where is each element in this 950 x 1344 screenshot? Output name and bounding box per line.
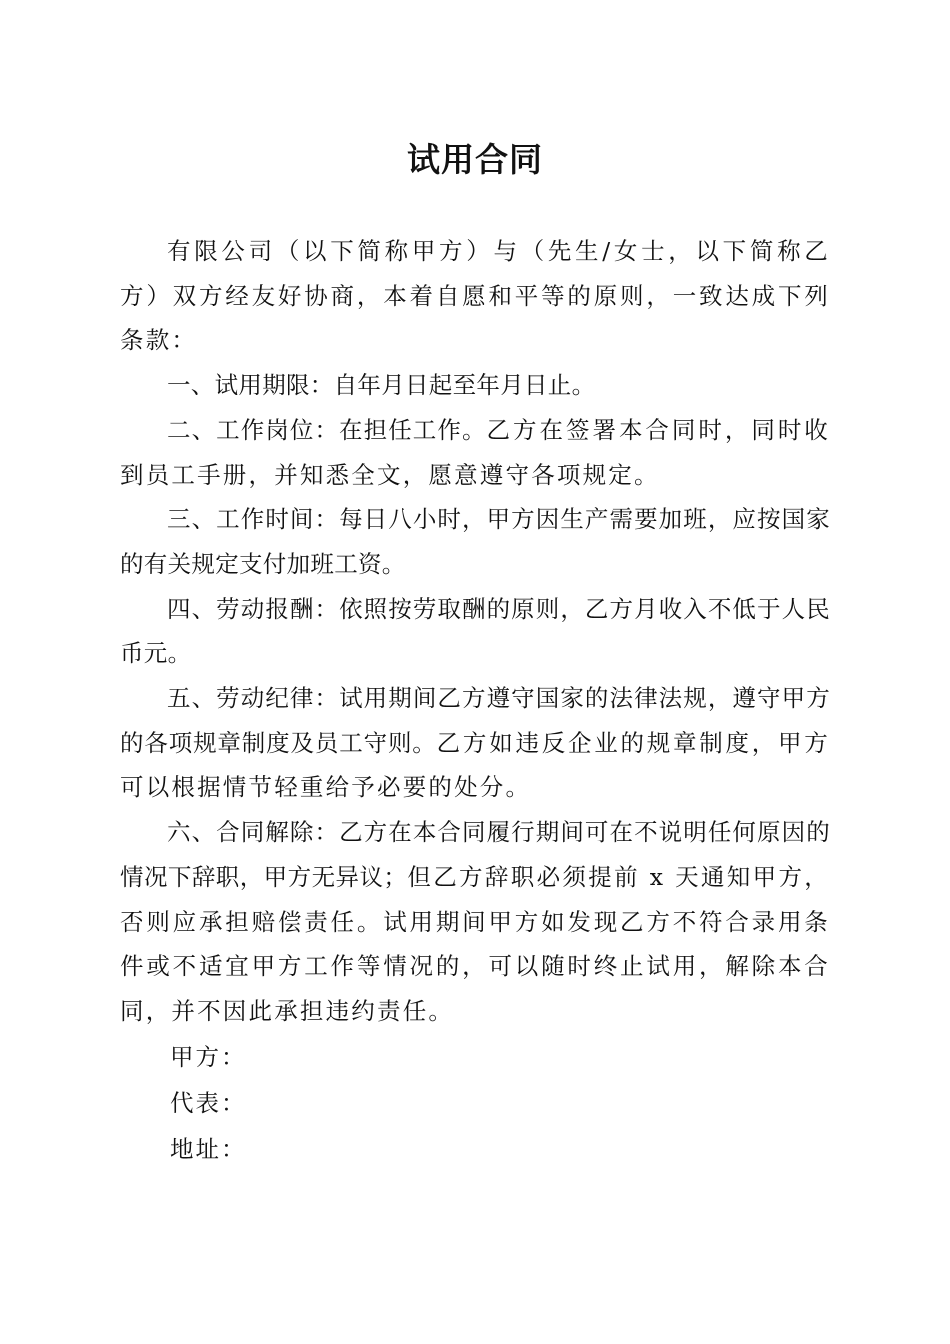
signature-address: 地址： <box>170 1134 247 1163</box>
clause-discipline <box>120 676 830 810</box>
clause-lead: 六、合同解除：乙方在本合同履行期间可在不说明任何原因的情况下辞职，甲方无异议； <box>120 818 830 891</box>
document-body <box>120 229 830 1172</box>
clause-position <box>120 408 830 497</box>
clause-rest: 但乙方辞职必须提前 x 天通知甲方，否则应承担赔偿责任。试用期间甲方如发现乙方不符合录用条件或不适宜甲方工作等情况的，可以随时终止试用，解除本合同，并不因此承担违约责任。 <box>120 862 830 1025</box>
clause-pay <box>120 587 830 676</box>
clause-lead: 五、劳动纪律：试用期间乙方遵守国家的法律法规，遵守甲方的各项规章制度及员工守则。 <box>120 684 830 757</box>
clause-rest: 乙方如违反企业的规章制度，甲方可以根据情节轻重给予必要的处分。 <box>120 728 830 802</box>
clause-termination <box>120 810 830 1034</box>
clause-lead: 三、工作时间：每日八小时，甲方因生产需要加班，应按国家的有关规定支付加班工资。 <box>120 505 830 578</box>
intro-paragraph: 有限公司（以下简称甲方）与（先生/女士，以下简称乙方）双方经友好协商，本着自愿和平等的原则，一致达成下列条款： <box>120 237 830 355</box>
document-title: 试用合同 <box>407 140 543 179</box>
signature-representative: 代表： <box>170 1088 247 1117</box>
clause-lead: 四、劳动报酬：依照按劳取酬的原则，乙方月收入不低于人民币元。 <box>120 594 830 668</box>
clause-hours <box>120 497 830 586</box>
clause-lead: 一、试用期限：自年月日起至年月日止。 <box>167 371 596 400</box>
signature-party-a: 甲方： <box>170 1042 247 1071</box>
clause-lead: 二、工作岗位：在担任工作。 <box>167 415 487 444</box>
clause-term <box>120 363 830 408</box>
clause-rest: 乙方在签署本合同时，同时收到员工手册，并知悉全文，愿意遵守各项规定。 <box>120 415 830 489</box>
